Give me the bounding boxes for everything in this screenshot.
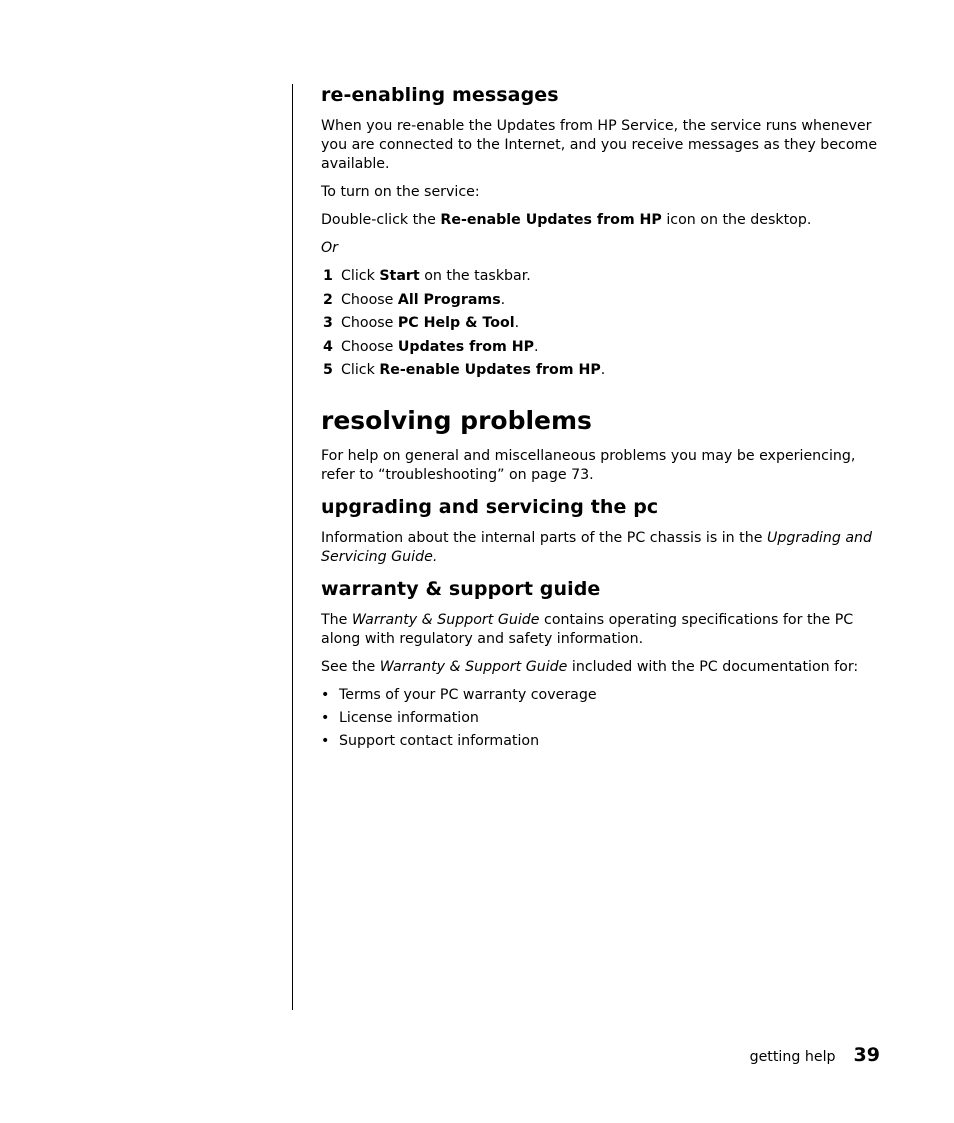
resolving-body: For help on general and miscellaneous problems you may be experiencing, refer to “troubleshooting” on page 73. bbox=[321, 448, 856, 483]
heading-re-enabling-messages: re-enabling messages bbox=[321, 84, 559, 106]
page-number: 39 bbox=[853, 1044, 880, 1066]
step-item: 2 Choose All Programs. bbox=[323, 291, 506, 308]
step-item: 3 Choose PC Help & Tool. bbox=[323, 315, 520, 331]
page-content bbox=[321, 82, 881, 755]
double-click-post: icon on the desktop. bbox=[661, 212, 812, 228]
footer-section-title: getting help bbox=[749, 1049, 836, 1065]
list-item: • License information bbox=[321, 710, 479, 726]
step-list bbox=[321, 267, 881, 380]
heading-resolving-problems: resolving problems bbox=[321, 406, 592, 435]
warranty-p2: See the Warranty & Support Guide included with the PC documentation for: bbox=[321, 659, 859, 675]
step-item: 1 Click Start on the taskbar. bbox=[323, 268, 531, 284]
upgrading-body: Information about the internal parts of the PC chassis is in the Upgrading and Servicing Guide. bbox=[321, 530, 873, 565]
margin-rule bbox=[292, 84, 293, 1010]
list-item: • Support contact information bbox=[321, 733, 540, 749]
double-click-bold: Re-enable Updates from HP bbox=[440, 212, 662, 228]
bullet-icon: • bbox=[321, 733, 330, 749]
step-item: 5 Click Re-enable Updates from HP. bbox=[323, 362, 606, 378]
heading-warranty: warranty & support guide bbox=[321, 578, 601, 600]
turn-on-text: To turn on the service: bbox=[321, 184, 480, 200]
step-item: 4 Choose Updates from HP. bbox=[323, 338, 539, 355]
bullet-icon: • bbox=[321, 687, 330, 703]
heading-upgrading: upgrading and servicing the pc bbox=[321, 496, 659, 518]
double-click-pre: Double-click the bbox=[321, 212, 441, 228]
list-item: • Terms of your PC warranty coverage bbox=[321, 687, 597, 703]
warranty-p1: The Warranty & Support Guide contains operating specifications for the PC along with regulatory and safety information. bbox=[321, 612, 854, 647]
or-text: Or bbox=[321, 240, 339, 256]
warranty-bullet-list bbox=[321, 686, 881, 751]
bullet-icon: • bbox=[321, 710, 330, 726]
double-click-text bbox=[321, 211, 881, 230]
page-footer bbox=[750, 1043, 880, 1069]
re-enabling-intro: When you re-enable the Updates from HP Service, the service runs whenever you are connected to the Internet, and you receive messages as they become available. bbox=[321, 118, 878, 172]
